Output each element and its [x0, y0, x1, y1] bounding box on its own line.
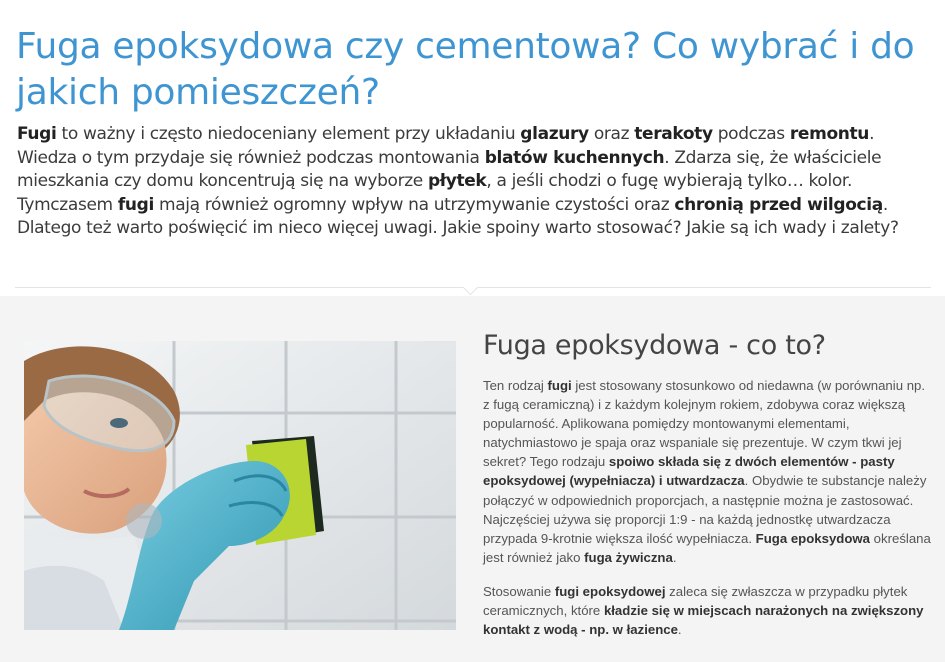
bold-phrase: spoiwo składa się z dwóch elementów - pasty epoksydowej (wypełniacza) i utwardzacza	[483, 454, 895, 489]
bold-phrase: fugi	[117, 194, 154, 215]
text-run: zaleca się zwłaszcza w przypadku płytek ceramicznych, które	[483, 583, 908, 619]
text-run: .	[672, 549, 677, 565]
bold-phrase: glazury	[520, 124, 589, 144]
text-run: Ten rodzaj	[483, 378, 548, 393]
bold-phrase: chronią przed wilgocią	[674, 194, 883, 215]
text-run: określana jest również jako	[483, 530, 931, 565]
section-body	[483, 376, 933, 654]
text-run: Stosowanie	[483, 583, 555, 599]
article-intro	[17, 123, 927, 241]
bold-phrase: fugi epoksydowej	[554, 583, 666, 599]
text-run: .	[677, 622, 682, 638]
section-title: Fuga epoksydowa - co to?	[483, 330, 826, 361]
text-run: . Zdarza się, że właściciele mieszkania czy domu koncentrują się na wyborze	[17, 147, 882, 191]
bold-phrase: płytek	[427, 171, 487, 191]
bold-phrase: terakoty	[634, 124, 713, 144]
text-run: to ważny i często niedoceniany element przy układaniu	[56, 124, 521, 144]
text-run: podczas	[712, 124, 790, 144]
bold-phrase: fugi	[547, 378, 572, 393]
text-run: mają również ogromny wpływ na utrzymywanie czystości oraz	[153, 194, 675, 215]
bold-phrase: blatów kuchennych	[484, 147, 665, 168]
section-paragraph-2	[483, 582, 933, 639]
text-run: jest stosowany stosunkowo od niedawna (w porównaniu np. z fugą ceramiczną) i z każdym kolejnym rokiem, zdobywa coraz większą popularność. Aplikowana pomiędzy montowanymi elementami, natychmiastowo je spaja oraz wspaniale się prezentuje. W czym tkwi jej sekret? Tego rodzaju	[483, 378, 926, 470]
article-title: Fuga epoksydowa czy cementowa? Co wybrać i do jakich pomieszczeń?	[16, 26, 915, 113]
bold-phrase: Fuga epoksydowa	[755, 530, 870, 546]
text-run: , a jeśli chodzi o fugę wybierają tylko… kolor. Tymczasem	[17, 171, 853, 215]
bold-phrase: remontu	[789, 124, 870, 144]
text-run: . Dlatego też warto poświęcić im nieco więcej uwagi. Jakie spoiny warto stosować? Jakie są ich wady i zalety?	[17, 194, 899, 238]
text-run: . Wiedza o tym przydaje się również podczas montowania	[17, 124, 875, 168]
bold-phrase: Fugi	[17, 124, 57, 144]
woman-cleaning-tiles-photo	[24, 341, 456, 630]
section-paragraph-1	[483, 376, 933, 567]
bold-phrase: fuga żywiczna	[584, 549, 673, 565]
text-run: oraz	[588, 124, 635, 144]
bold-phrase: kładzie się w miejscach narażonych na zwiększony kontakt z wodą - np. w łazience	[483, 603, 924, 638]
text-run: . Obydwie te substancje należy połączyć w odpowiednich proporcjach, a następnie można je zastosować. Najczęściej używa się proporcji 1:9 - na każdą jednostkę utwardzacza przypada 9-krotnie większa ilość wypełniacza.	[483, 473, 927, 546]
